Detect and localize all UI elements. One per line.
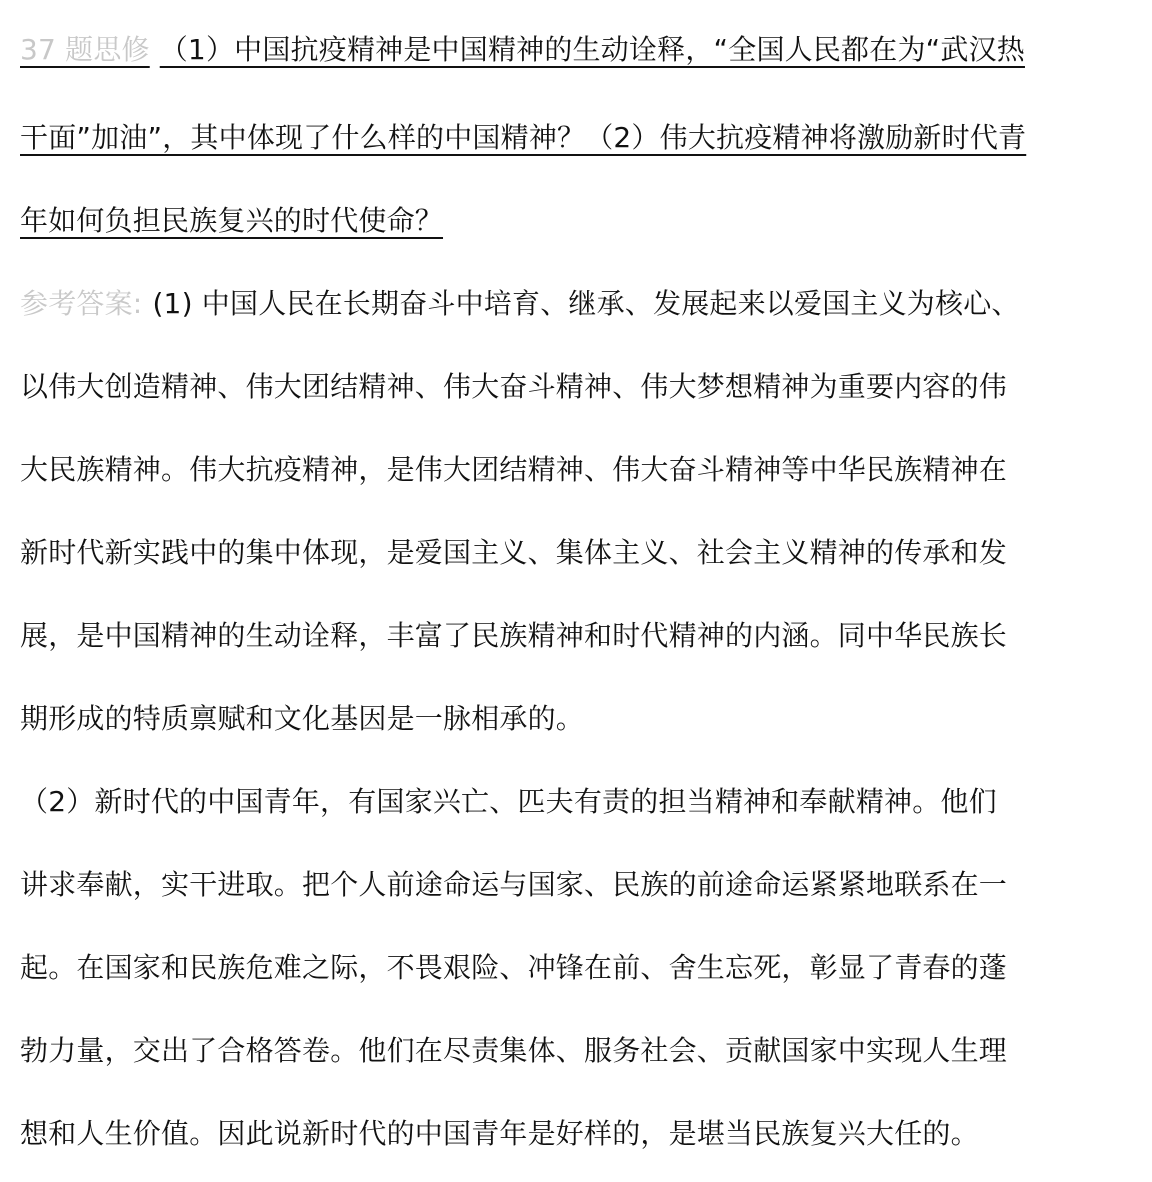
answer-line-4 <box>20 511 1132 594</box>
answer-line-3 <box>20 428 1132 511</box>
question-text-1: （1）中国抗疫精神是中国精神的生动诠释，“全国人民都在为“武汉热 <box>159 33 1025 66</box>
answer-part1-text-2: 以伟大创造精神、伟大团结精神、伟大奋斗精神、伟大梦想精神为重要内容的伟 <box>20 370 1008 403</box>
answer-line-2 <box>20 345 1132 428</box>
answer-part2-text-1: （2）新时代的中国青年，有国家兴亡、匹夫有责的担当精神和奉献精神。他们 <box>20 785 997 818</box>
document-page <box>20 0 1132 1175</box>
answer-line-6 <box>20 677 1132 760</box>
answer-part2-text-4: 勃力量，交出了合格答卷。他们在尽责集体、服务社会、贡献国家中实现人生理 <box>20 1034 1008 1067</box>
question-text-3: 年如何负担民族复兴的时代使命？ <box>20 204 444 237</box>
answer-part1-text-1: (1) 中国人民在长期奋斗中培育、继承、发展起来以爱国主义为核心、 <box>152 287 1020 320</box>
answer-line-7 <box>20 760 1132 843</box>
answer-line-9 <box>20 926 1132 1009</box>
answer-part1-text-3: 大民族精神。伟大抗疫精神，是伟大团结精神、伟大奋斗精神等中华民族精神在 <box>20 453 1008 486</box>
answer-part2-text-5: 想和人生价值。因此说新时代的中国青年是好样的，是堪当民族复兴大任的。 <box>20 1117 979 1150</box>
question-line-1 <box>20 0 1132 96</box>
question-line-2 <box>20 96 1132 179</box>
answer-part1-text-4: 新时代新实践中的集中体现，是爱国主义、集体主义、社会主义精神的传承和发 <box>20 536 1008 569</box>
question-line-3 <box>20 179 1132 262</box>
answer-line-10 <box>20 1009 1132 1092</box>
answer-part1-text-5: 展，是中国精神的生动诠释，丰富了民族精神和时代精神的内涵。同中华民族长 <box>20 619 1008 652</box>
question-label: 37 题思修 <box>20 33 150 66</box>
question-text-2: 干面”加油”，其中体现了什么样的中国精神？（2）伟大抗疫精神将激励新时代青 <box>20 121 1027 154</box>
answer-line-1 <box>20 262 1132 345</box>
answer-part1-text-6: 期形成的特质禀赋和文化基因是一脉相承的。 <box>20 702 585 735</box>
answer-line-5 <box>20 594 1132 677</box>
answer-line-8 <box>20 843 1132 926</box>
answer-label: 参考答案: <box>20 287 143 320</box>
answer-part2-text-2: 讲求奉献，实干进取。把个人前途命运与国家、民族的前途命运紧紧地联系在一 <box>20 868 1008 901</box>
answer-line-11 <box>20 1092 1132 1175</box>
answer-part2-text-3: 起。在国家和民族危难之际，不畏艰险、冲锋在前、舍生忘死，彰显了青春的蓬 <box>20 951 1008 984</box>
